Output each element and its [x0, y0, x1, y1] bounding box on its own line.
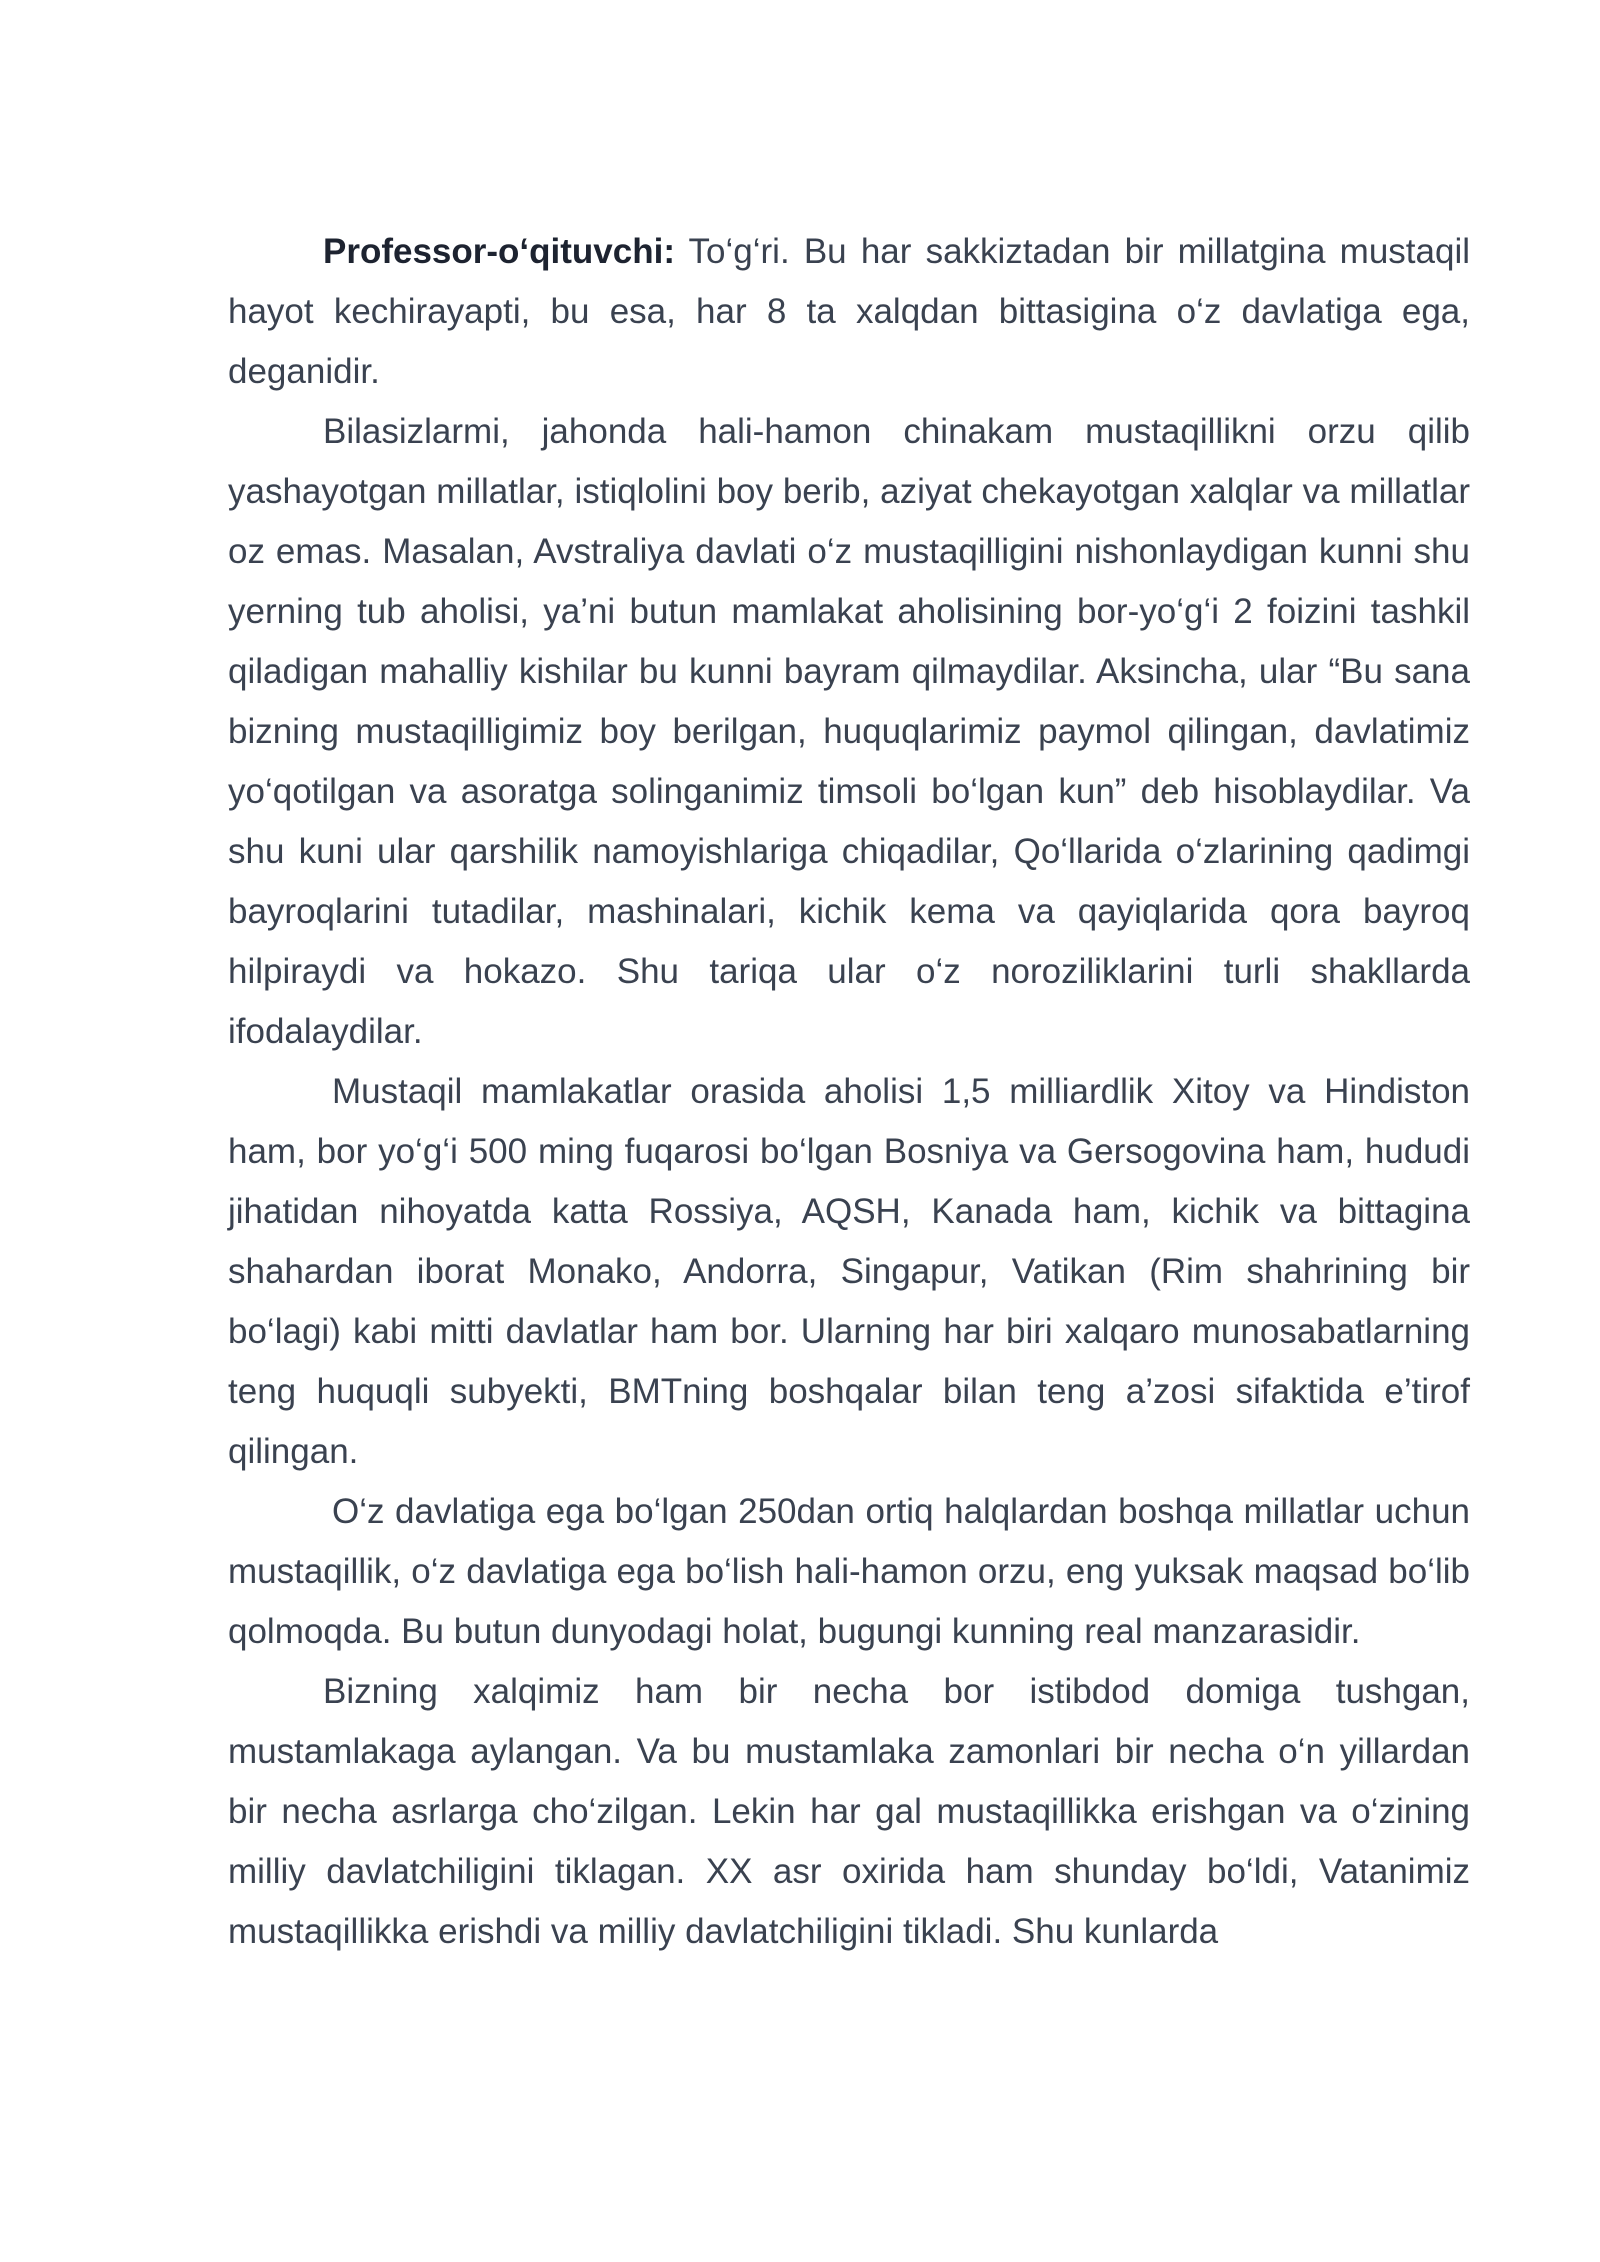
- paragraph-2: Bilasizlarmi, jahonda hali-hamon chinakam mustaqillikni orzu qilib yashayotgan millatlar, istiqlolini boy berib, aziyat chekayotgan xalqlar va millatlar oz emas. Masalan, Avstraliya davlati o‘z mustaqilligini nishonlaydigan kunni shu yerning tub aholisi, ya’ni butun mamlakat aholisining bor-yo‘g‘i 2 foizini tashkil qiladigan mahalliy kishilar bu kunni bayram qilmaydilar. Aksincha, ular “Bu sana bizning mustaqilligimiz boy berilgan, huquqlarimiz paymol qilingan, davlatimiz yo‘qotilgan va asoratga solinganimiz timsoli bo‘lgan kun” deb hisoblaydilar. Va shu kuni ular qarshilik namoyishlariga chiqadilar, Qo‘llarida o‘zlarining qadimgi bayroqlarini tutadilar, mashinalari, kichik kema va qayiqlarida qora bayroq hilpiraydi va hokazo. Shu tariqa ular o‘z noroziliklarini turli shakllarda ifodalaydilar.: [228, 412, 1470, 1051]
- speaker-label: Professor-o‘qituvchi:: [323, 232, 675, 271]
- paragraph-5: Bizning xalqimiz ham bir necha bor istibdod domiga tushgan, mustamlakaga aylangan. Va bu mustamlaka zamonlari bir necha o‘n yillardan bir necha asrlarga cho‘zilgan. Lekin har gal mustaqillikka erishgan va o‘zining milliy davlatchiligini tiklagan. XX asr oxirida ham shunday bo‘ldi, Vatanimiz mustaqillikka erishdi va milliy davlatchiligini tikladi. Shu kunlarda: [228, 1672, 1470, 1951]
- document-body: [228, 222, 1470, 1962]
- paragraph-1: [228, 222, 1470, 402]
- paragraph-4: O‘z davlatiga ega bo‘lgan 250dan ortiq halqlardan boshqa millatlar uchun mustaqillik, o‘z davlatiga ega bo‘lish hali-hamon orzu, eng yuksak maqsad bo‘lib qolmoqda. Bu butun dunyodagi holat, bugungi kunning real manzarasidir.: [228, 1492, 1470, 1651]
- paragraph-3: Mustaqil mamlakatlar orasida aholisi 1,5 milliardlik Xitoy va Hindiston ham, bor yo‘g‘i 500 ming fuqarosi bo‘lgan Bosniya va Gersogovina ham, hududi jihatidan nihoyatda katta Rossiya, AQSH, Kanada ham, kichik va bittagina shahardan iborat Monako, Andorra, Singapur, Vatikan (Rim shahrining bir bo‘lagi) kabi mitti davlatlar ham bor. Ularning har biri xalqaro munosabatlarning teng huquqli subyekti, BMTning boshqalar bilan teng a’zosi sifaktida e’tirof qilingan.: [228, 1072, 1470, 1471]
- paragraph-1-text: To‘g‘ri. Bu har sakkiztadan bir millatgina mustaqil hayot kechirayapti, bu esa, har 8 ta xalqdan bittasigina o‘z davlatiga ega, deganidir.: [228, 232, 1470, 391]
